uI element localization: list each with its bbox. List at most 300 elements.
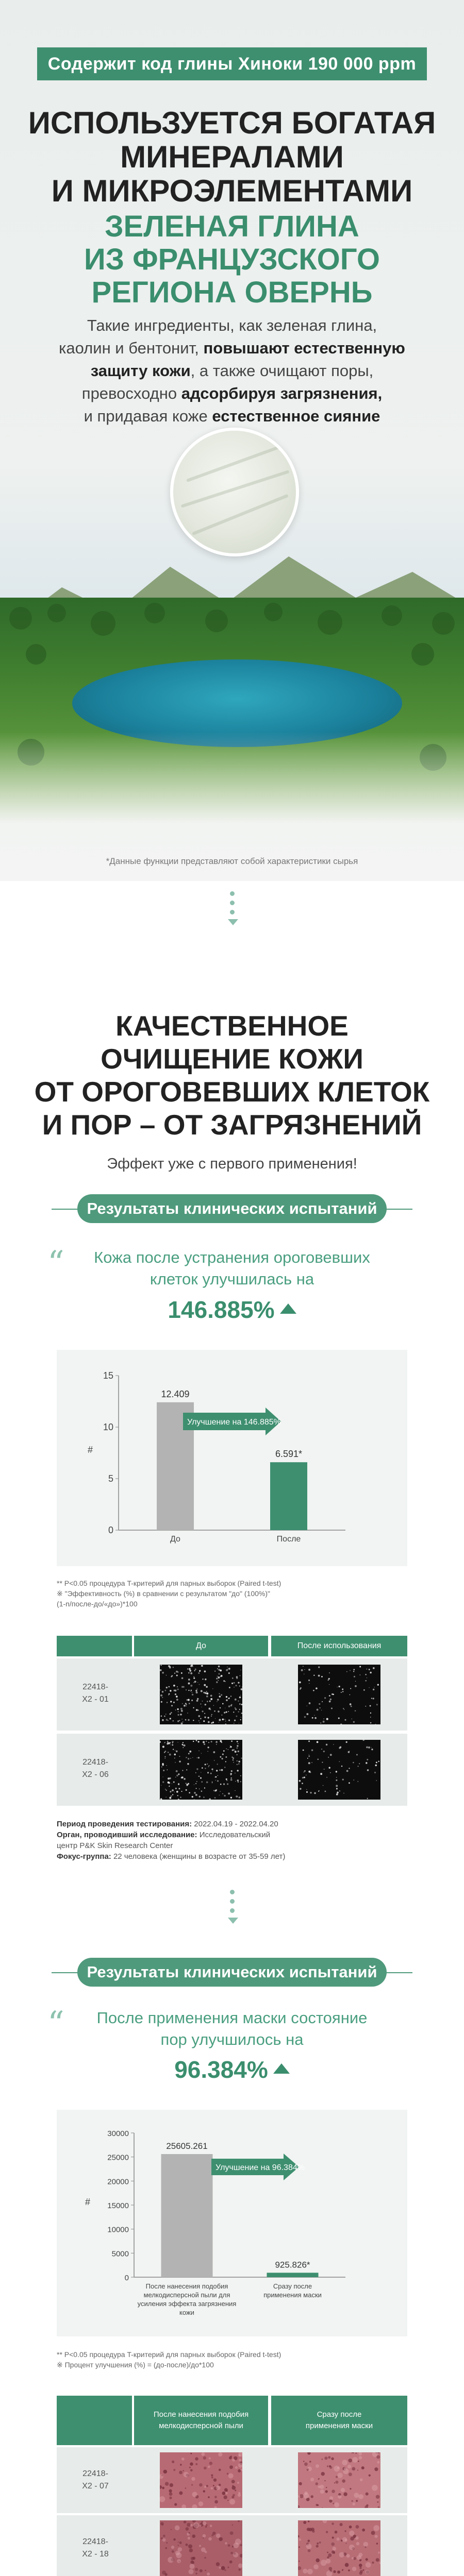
speckle [175, 1709, 176, 1710]
speckle [228, 1672, 230, 1674]
intro-line-5 [41, 405, 423, 428]
speckle [198, 1757, 200, 1758]
highlight [349, 2531, 354, 2536]
highlight [341, 2488, 345, 2492]
speckle [218, 1666, 220, 1667]
data-label: 6.591* [275, 1449, 303, 1460]
pore [190, 2469, 193, 2471]
highlight [199, 2545, 201, 2547]
pore [188, 2544, 192, 2548]
speckle [239, 1686, 240, 1687]
table-row [57, 1734, 407, 1806]
speckle [173, 1685, 175, 1687]
speckle [370, 1713, 371, 1714]
speckle [185, 1703, 187, 1704]
speckle [214, 1671, 216, 1672]
speckle [167, 1702, 168, 1703]
speckle [322, 1701, 323, 1702]
highlight [336, 2537, 339, 2540]
speckle [235, 1781, 236, 1782]
pore [165, 2547, 167, 2549]
speckle [187, 1668, 189, 1670]
speckle [195, 1794, 197, 1796]
speckle [198, 1741, 200, 1742]
speckle [164, 1758, 165, 1759]
pore [322, 2459, 323, 2460]
speckle [173, 1782, 175, 1783]
speckle [326, 1718, 328, 1720]
speckle [237, 1764, 238, 1765]
pore [209, 2462, 213, 2465]
speckle [220, 1791, 221, 1792]
speckle [172, 1744, 173, 1745]
speckle [170, 1742, 171, 1743]
highlight [353, 2503, 355, 2505]
highlight [175, 2526, 180, 2531]
speckle [222, 1715, 223, 1716]
quote-open-icon: “ [47, 2005, 64, 2043]
footnote-1 [57, 1578, 418, 1609]
label: Фокус-группа: [57, 1852, 113, 1861]
speckle [313, 1675, 314, 1676]
speckle [363, 1689, 365, 1691]
pore-texture [298, 2520, 380, 2576]
y-tick-label: 10 [103, 1422, 113, 1432]
speckle [236, 1795, 238, 1798]
speckle [164, 1742, 165, 1743]
speckle [174, 1673, 175, 1674]
speckle [304, 1776, 305, 1778]
pore [205, 2526, 207, 2528]
pore [348, 2569, 350, 2571]
speckle [201, 1790, 203, 1792]
fade [0, 732, 464, 824]
speckle [299, 1780, 301, 1782]
highlight [373, 2525, 379, 2531]
pore [192, 2534, 195, 2538]
highlight [355, 2536, 359, 2540]
row-label-line: 22418- [82, 2469, 108, 2478]
speckle [181, 1719, 183, 1720]
speckle [168, 1782, 170, 1784]
pore [219, 2469, 221, 2471]
speckle [349, 1751, 350, 1752]
highlight [216, 2534, 221, 2538]
speckle [228, 1711, 229, 1712]
intro-line-1: Такие ингредиенты, как зеленая глина, [87, 316, 377, 334]
speckle [377, 1684, 379, 1685]
speckle [197, 1682, 198, 1683]
highlight [326, 2558, 331, 2564]
speckle [182, 1770, 183, 1771]
pore [361, 2466, 364, 2469]
row-label [57, 2536, 134, 2561]
skin-photo-before [160, 2452, 242, 2508]
speckle [184, 1744, 186, 1747]
pore [352, 2467, 355, 2471]
pore [228, 2544, 230, 2547]
speckle [230, 1746, 231, 1748]
speckle [371, 1698, 372, 1699]
highlight [343, 2467, 346, 2470]
pore [331, 2543, 335, 2546]
speckle [329, 1672, 330, 1673]
speckle [195, 1690, 197, 1691]
pore [344, 2530, 346, 2532]
value: 2022.04.19 - 2022.04.20 [194, 1820, 278, 1828]
pore [227, 2567, 229, 2568]
speckle [176, 1751, 178, 1753]
speckle [302, 1783, 303, 1784]
speckle [328, 1680, 329, 1681]
pore [352, 2452, 354, 2453]
speckle [198, 1715, 200, 1717]
comparison-table-2 [57, 2396, 407, 2576]
y-axis-label: # [88, 1445, 93, 1455]
speckle [235, 1708, 237, 1710]
x-tick-label: После нанесения подобия [145, 2282, 228, 2290]
speckle [206, 1692, 208, 1694]
pore [321, 2472, 325, 2476]
pore [366, 2493, 369, 2496]
speckle [196, 1691, 198, 1693]
speckle [238, 1701, 239, 1702]
highlight [192, 2504, 197, 2508]
speckle [177, 1709, 178, 1710]
pore [335, 2481, 338, 2484]
highlight [316, 2464, 319, 2468]
pore [199, 2483, 203, 2487]
pore [205, 2570, 206, 2571]
speckle [332, 1693, 333, 1695]
claim-2-line-2: пор улучшилось на [160, 2030, 304, 2048]
highlight [352, 2457, 358, 2463]
speckle [365, 1674, 367, 1675]
speckle [233, 1762, 234, 1763]
speckle [204, 1670, 206, 1672]
percent-value: 146.885% [168, 1296, 275, 1323]
speckle [221, 1758, 223, 1759]
speckle [204, 1787, 205, 1788]
speckle [224, 1712, 225, 1714]
speckle [224, 1795, 225, 1797]
speckle [188, 1683, 190, 1685]
pore [163, 2535, 165, 2537]
speckle [369, 1687, 370, 1688]
speckle [189, 1668, 191, 1670]
pore [316, 2558, 320, 2563]
highlight [168, 2557, 174, 2563]
speckle [170, 1714, 171, 1715]
pore [227, 2500, 228, 2501]
speckle [212, 1782, 213, 1783]
pore [304, 2463, 308, 2466]
speckle [178, 1773, 179, 1775]
chart-exfoliation [57, 1350, 407, 1566]
highlight [211, 2487, 213, 2489]
speckle [169, 1686, 170, 1687]
highlight [232, 2459, 235, 2462]
speckle [165, 1751, 167, 1752]
highlight [356, 2542, 360, 2546]
speckle [214, 1797, 216, 1799]
pore [178, 2541, 179, 2543]
speckle [369, 1669, 370, 1670]
pore [214, 2496, 217, 2498]
row-label-line: X2 - 01 [82, 1695, 109, 1704]
speckle [168, 1752, 169, 1753]
speckle [230, 1696, 231, 1697]
speckle [180, 1708, 183, 1710]
pore [337, 2570, 340, 2573]
highlight [307, 2467, 312, 2471]
footnote-line: ** P<0.05 процедура T-критерий для парных выборок (Paired t-test) [57, 1579, 281, 1587]
speckle [160, 1665, 161, 1666]
pore [166, 2542, 168, 2544]
speckle [172, 1794, 173, 1795]
speckle [314, 1792, 316, 1794]
pore [342, 2479, 345, 2483]
highlight [201, 2547, 206, 2552]
pore [345, 2563, 349, 2567]
speckle [211, 1768, 213, 1770]
speckle [373, 1698, 374, 1699]
speckle [340, 1723, 342, 1724]
pore [230, 2531, 234, 2535]
pore [195, 2463, 197, 2465]
speckle [216, 1741, 218, 1743]
section2-title-line-2: ОЧИЩЕНИЕ КОЖИ [101, 1043, 363, 1075]
speckle [214, 1760, 215, 1761]
speckle [366, 1762, 368, 1764]
speckle [228, 1749, 229, 1750]
speckle [336, 1788, 338, 1789]
pore [332, 2489, 335, 2493]
speckle [339, 1790, 340, 1791]
x-tick-label: Сразу после [273, 2282, 312, 2290]
speckle [370, 1672, 371, 1673]
table-header-blank [57, 1636, 132, 1656]
label: Орган, проводивший исследование: [57, 1831, 200, 1839]
speckle [175, 1693, 176, 1695]
speckle [299, 1682, 301, 1684]
speckle [208, 1721, 210, 1723]
pore [343, 2492, 347, 2496]
pore [372, 2562, 374, 2564]
study-org-line-2: центр P&K Skin Research Center [57, 1841, 173, 1850]
intro-line-3 [41, 360, 423, 382]
speckle [225, 1723, 227, 1724]
pore [309, 2528, 312, 2531]
speckle [221, 1675, 223, 1677]
pore [230, 2552, 233, 2554]
speckle [196, 1768, 198, 1770]
speckle [223, 1783, 225, 1785]
skin-photo-after [298, 1740, 380, 1800]
speckle [162, 1763, 163, 1765]
speckle [177, 1795, 178, 1796]
speckle [199, 1796, 201, 1798]
speckle [225, 1721, 226, 1722]
speckle [173, 1702, 175, 1703]
speckle [197, 1698, 199, 1700]
speckle-texture [298, 1740, 380, 1800]
speckle [349, 1768, 350, 1769]
data-label: 925.826* [275, 2260, 310, 2270]
speckle [307, 1758, 308, 1759]
speckle [350, 1703, 352, 1705]
speckle [238, 1711, 239, 1712]
pore [377, 2501, 378, 2503]
highlight [313, 2564, 319, 2569]
speckle [339, 1686, 340, 1687]
speckle [180, 1714, 182, 1716]
pore [328, 2553, 332, 2557]
pore [350, 2488, 351, 2489]
claim-1-percent [0, 1296, 464, 1324]
speckle [237, 1745, 238, 1747]
speckle [328, 1767, 330, 1769]
speckle [367, 1769, 369, 1771]
speckle [173, 1667, 174, 1668]
speckle [192, 1757, 193, 1758]
speckle [212, 1722, 214, 1723]
speckle [169, 1797, 171, 1799]
pore [334, 2482, 335, 2483]
speckle [204, 1717, 206, 1718]
speckle [200, 1703, 201, 1704]
highlight [208, 2466, 210, 2468]
speckle [203, 1692, 205, 1693]
speckle [222, 1703, 224, 1705]
speckle [170, 1701, 172, 1702]
speckle [376, 1780, 377, 1781]
speckle [171, 1795, 172, 1797]
x-tick-label: кожи [179, 2309, 194, 2316]
x-tick-label: мелкодисперсной пыли для [143, 2291, 230, 2299]
speckle [240, 1695, 241, 1696]
pore [356, 2500, 358, 2502]
speckle [209, 1701, 211, 1702]
pore [325, 2490, 328, 2493]
speckle [162, 1691, 164, 1693]
speckle [318, 1791, 319, 1792]
footnote-line: ** P<0.05 процедура T-критерий для парных выборок (Paired t-test) [57, 2350, 281, 2359]
speckle [329, 1701, 331, 1703]
speckle [200, 1718, 201, 1719]
pore [203, 2456, 206, 2460]
speckle [178, 1711, 179, 1712]
speckle [239, 1709, 240, 1710]
speckle [238, 1764, 239, 1765]
speckle [344, 1719, 346, 1721]
speckle [318, 1666, 320, 1668]
intro-emphasis: повышают естественную [203, 339, 405, 357]
speckle [196, 1757, 197, 1758]
speckle [186, 1705, 187, 1706]
pore [231, 2496, 234, 2498]
highlight [378, 2551, 380, 2553]
speckle [373, 1667, 375, 1669]
speckle [239, 1697, 241, 1699]
claim-1-line-1: Кожа после устранения ороговевших [94, 1248, 370, 1266]
highlight [360, 2478, 363, 2481]
speckle [365, 1680, 367, 1682]
pore [333, 2570, 336, 2573]
speckle [208, 1765, 209, 1766]
speckle [215, 1780, 216, 1781]
clinical-results-badge: Результаты клинических испытаний [77, 1194, 387, 1223]
speckle [370, 1722, 372, 1724]
pore [191, 2557, 194, 2560]
speckle [201, 1690, 203, 1692]
pore [298, 2535, 300, 2537]
highlight [320, 2489, 324, 2494]
study-org [57, 1829, 412, 1840]
speckle [236, 1716, 238, 1717]
pore [203, 2490, 206, 2493]
speckle [222, 1753, 224, 1755]
speckle [317, 1741, 319, 1743]
speckle [167, 1742, 168, 1743]
pore [163, 2470, 168, 2474]
pore [172, 2550, 174, 2553]
pore [376, 2558, 379, 2562]
highlight [200, 2524, 202, 2527]
pore [174, 2503, 177, 2506]
speckle [179, 1756, 180, 1757]
pore [378, 2452, 379, 2453]
highlight [375, 2535, 378, 2538]
speckle [226, 1780, 227, 1781]
pore [308, 2549, 311, 2552]
highlight [219, 2567, 221, 2569]
speckle [165, 1789, 166, 1790]
speckle [191, 1700, 193, 1701]
highlight [228, 2473, 234, 2479]
speckle [177, 1686, 178, 1687]
y-axis-label: # [85, 2197, 91, 2207]
speckle [161, 1716, 162, 1717]
speckle [186, 1757, 187, 1758]
speckle [172, 1742, 173, 1743]
speckle [213, 1751, 215, 1753]
hero-intro-text [41, 314, 423, 428]
row-label-line: 22418- [82, 1758, 108, 1767]
speckle [182, 1703, 183, 1704]
speckle [353, 1671, 354, 1672]
speckle [338, 1718, 340, 1719]
speckle [169, 1754, 171, 1756]
pore [307, 2452, 310, 2455]
clay-streak [192, 494, 289, 535]
speckle [221, 1694, 222, 1696]
highlight [337, 2472, 342, 2478]
speckle [233, 1711, 234, 1713]
highlight [188, 2569, 193, 2574]
speckle [236, 1748, 238, 1749]
pore [211, 2477, 213, 2479]
speckle [320, 1707, 321, 1708]
highlight [352, 2557, 354, 2560]
speckle [202, 1767, 203, 1769]
speckle [304, 1716, 306, 1718]
pore [192, 2520, 196, 2522]
highlight [190, 2524, 193, 2527]
highlight [346, 2554, 350, 2557]
speckle [160, 1689, 161, 1690]
speckle [219, 1719, 221, 1721]
